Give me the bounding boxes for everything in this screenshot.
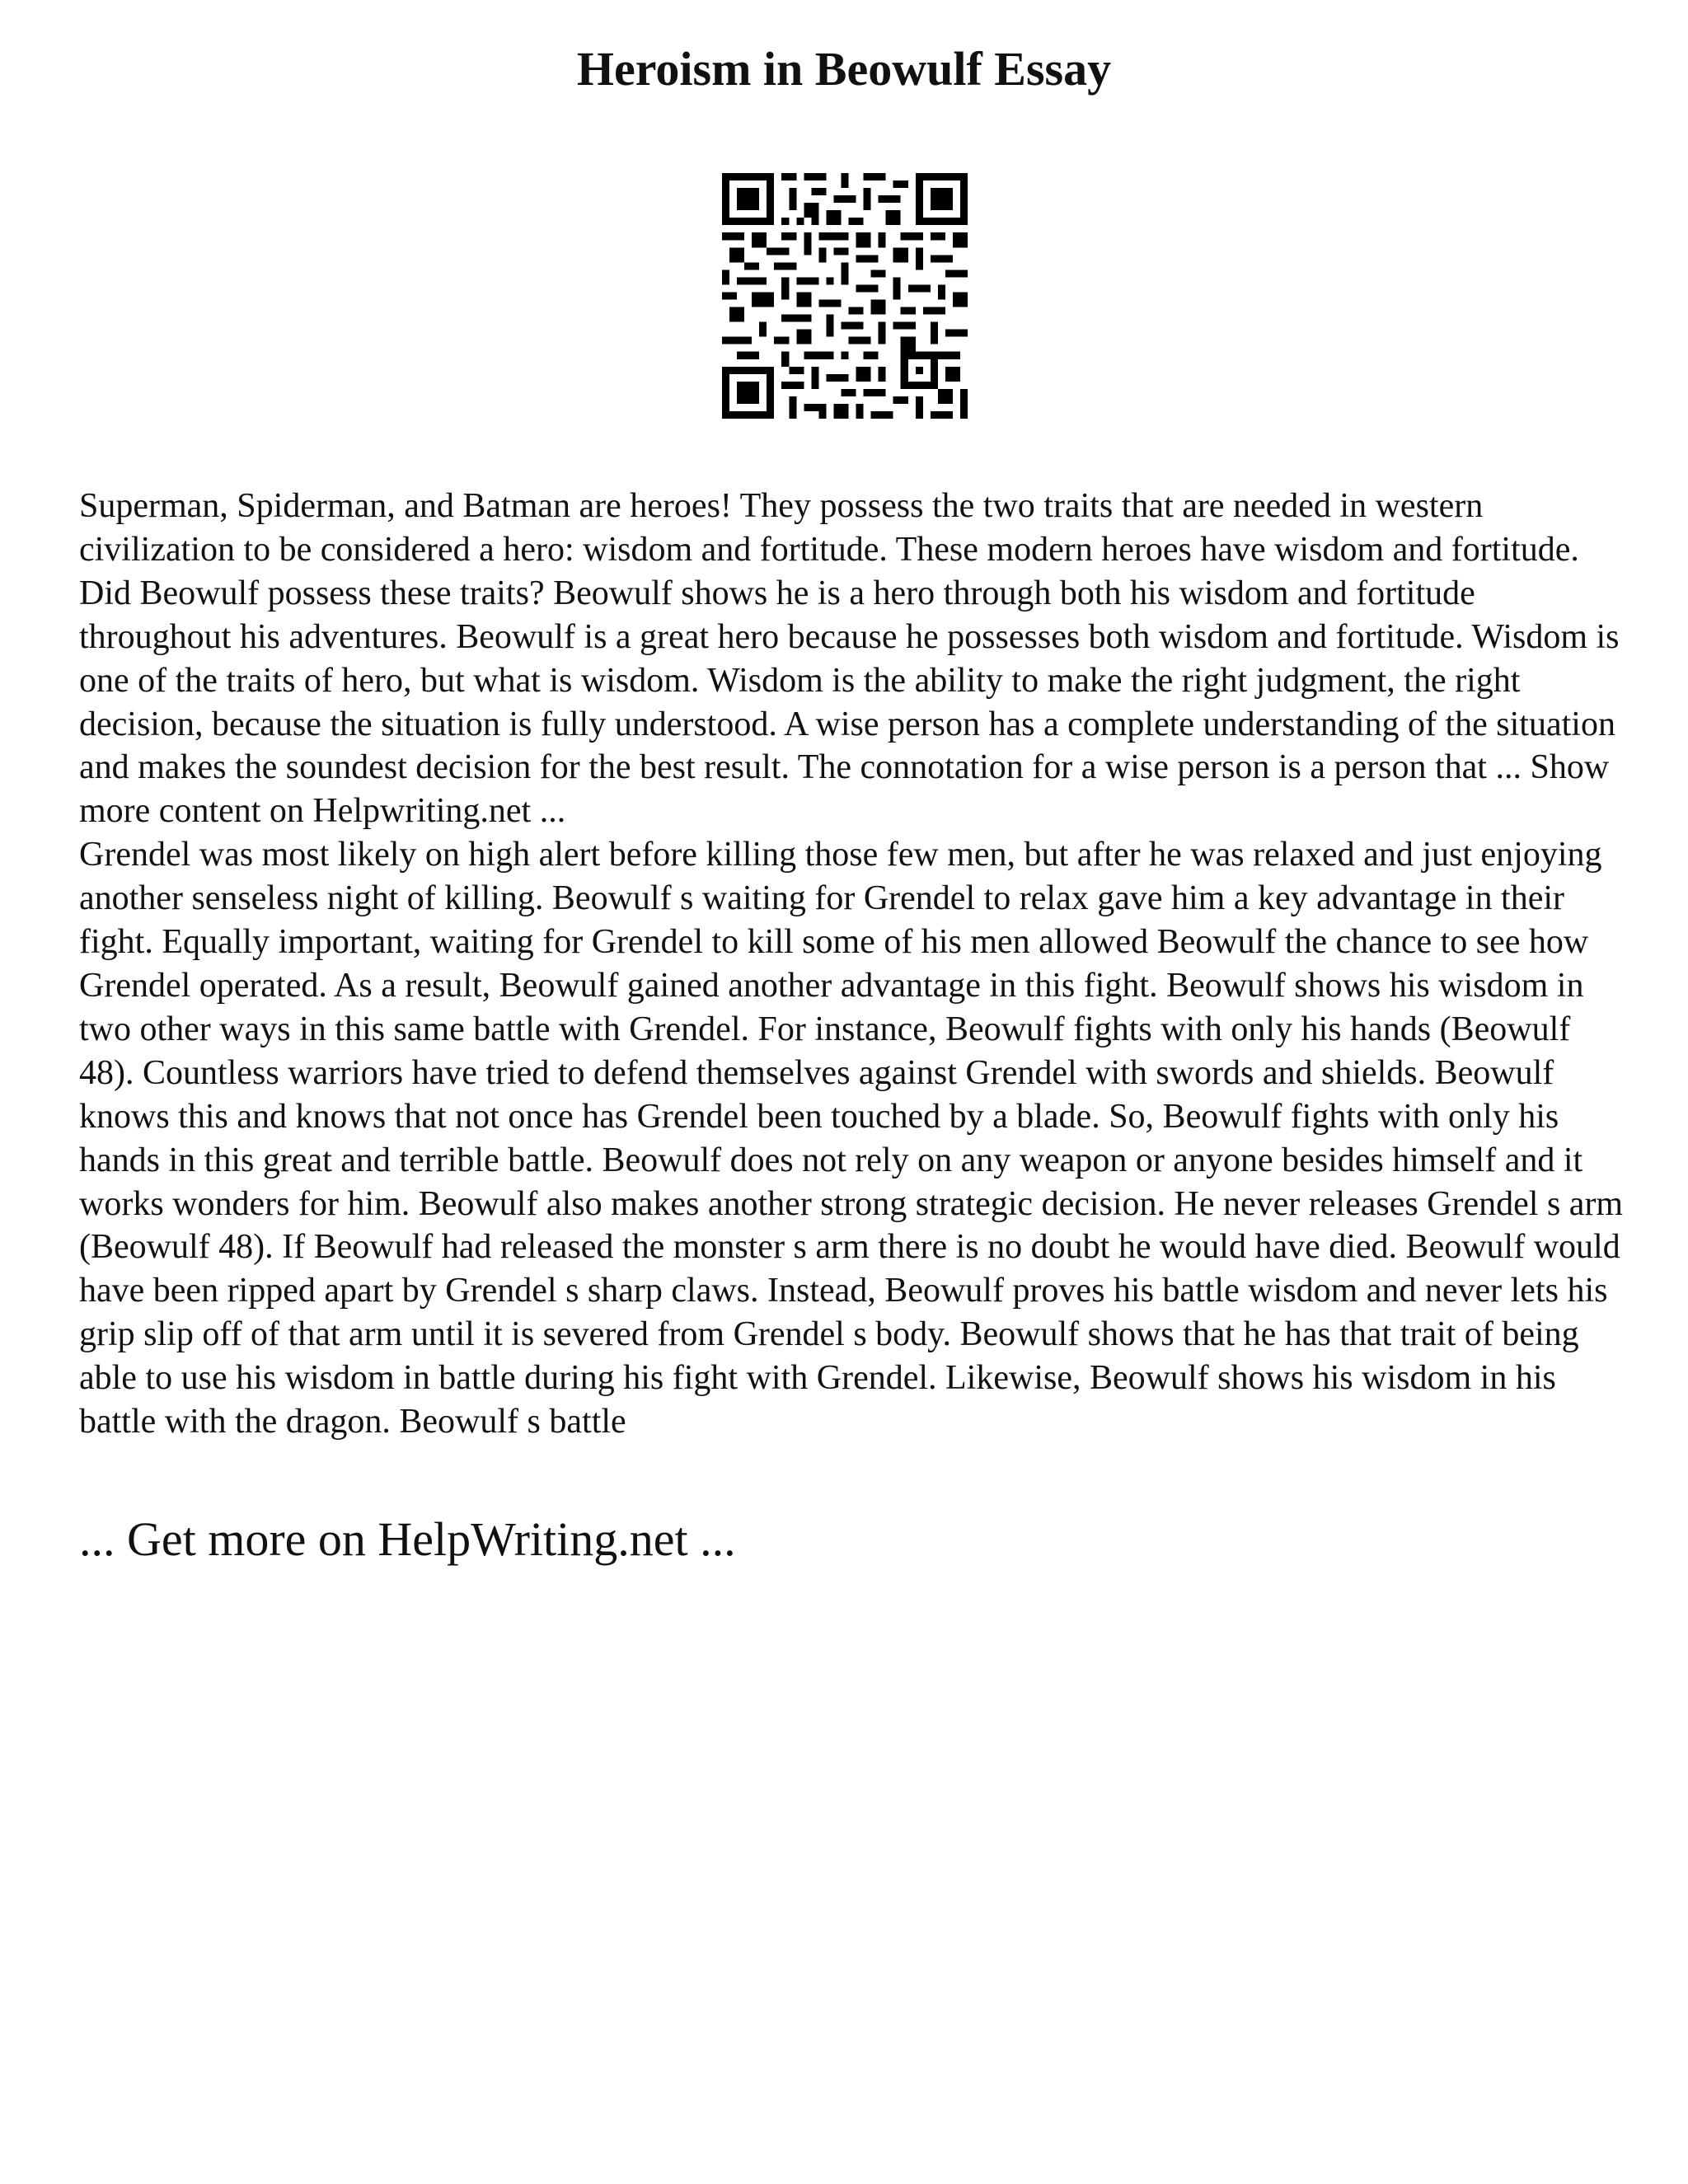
essay-body	[79, 485, 1629, 1444]
essay-paragraph-1: Superman, Spiderman, and Batman are heroes! They possess the two traits that are needed in western civilization to be considered a hero: wisdom and fortitude. These modern heroes have wisdom and fortitude. Did Beowulf possess these traits? Beowulf shows he is a hero through both his wisdom and fortitude throughout his adventures. Beowulf is a great hero because he possesses both wisdom and fortitude. Wisdom is one of the traits of hero, but what is wisdom. Wisdom is the ability to make the right judgment, the right decision, because the situation is fully understood. A wise person has a complete understanding of the situation and makes the soundest decision for the best result. The connotation for a wise person is a person that ... Show more content on Helpwriting.net ...	[79, 487, 1620, 831]
get-more-link[interactable]: ... Get more on HelpWriting.net ...	[79, 1512, 736, 1566]
page-title: Heroism in Beowulf Essay	[576, 42, 1112, 96]
essay-paragraph-2: Grendel was most likely on high alert before killing those few men, but after he was relaxed and just enjoying another senseless night of killing. Beowulf s waiting for Grendel to relax gave him a key advantage in their fight. Equally important, waiting for Grendel to kill some of his men allowed Beowulf the chance to see how Grendel operated. As a result, Beowulf gained another advantage in this fight. Beowulf shows his wisdom in two other ways in this same battle with Grendel. For instance, Beowulf fights with only his hands (Beowulf 48). Countless warriors have tried to defend themselves against Grendel with swords and shields. Beowulf knows this and knows that not once has Grendel been touched by a blade. So, Beowulf fights with only his hands in this great and terrible battle. Beowulf does not rely on any weapon or anyone besides himself and it works wonders for him. Beowulf also makes another strong strategic decision. He never releases Grendel s arm (Beowulf 48). If Beowulf had released the monster s arm there is no doubt he would have died. Beowulf would have been ripped apart by Grendel s sharp claws. Instead, Beowulf proves his battle wisdom and never lets his grip slip off of that arm until it is severed from Grendel s body. Beowulf shows that he has that trait of being able to use his wisdom in battle during his fight with Grendel. Likewise, Beowulf shows his wisdom in his battle with the dragon. Beowulf s battle	[79, 836, 1624, 1441]
qr-code-icon	[722, 173, 968, 419]
